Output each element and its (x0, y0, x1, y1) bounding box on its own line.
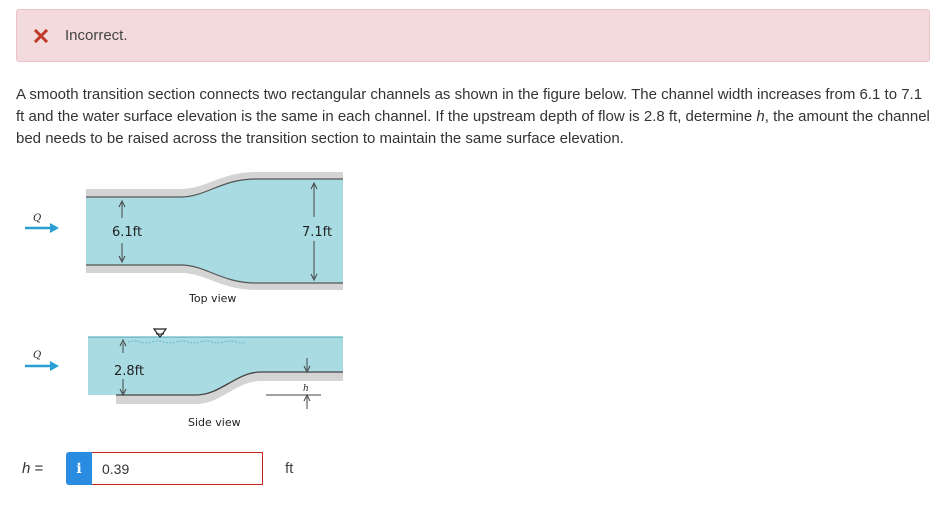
answer-row (22, 452, 293, 485)
question-text: A smooth transition section connects two rectangular channels as shown in the figure below. The channel width increases from 6.1 to 7.1 ft and the water surface elevation is the same in each channel. If the upstream depth of flow is 2.8 ft, determine h, the amount the channel bed needs to be raised across the transition section to maintain the same surface elevation. (16, 86, 930, 147)
channel-figure (16, 165, 376, 445)
downstream-width-label: 7.1ft (302, 225, 333, 240)
flow-label-top: Q (33, 213, 42, 224)
flow-label-side: Q (33, 350, 42, 361)
rise-label: h (303, 384, 309, 394)
upstream-width-label: 6.1ft (112, 225, 143, 240)
depth-label: 2.8ft (114, 364, 145, 379)
answer-label: h = (22, 460, 44, 477)
close-icon (33, 28, 49, 44)
side-view-caption: Side view (188, 416, 241, 429)
top-view (25, 172, 343, 305)
top-view-caption: Top view (189, 292, 237, 305)
info-icon[interactable]: i (66, 452, 92, 485)
unit-label: ft (285, 460, 294, 477)
feedback-text: Incorrect. (65, 27, 128, 44)
feedback-banner (16, 9, 930, 62)
side-view (25, 329, 343, 429)
answer-input[interactable]: 0.39 (92, 452, 263, 485)
variable-h: h (756, 108, 765, 125)
water-surface-marker (154, 329, 166, 337)
